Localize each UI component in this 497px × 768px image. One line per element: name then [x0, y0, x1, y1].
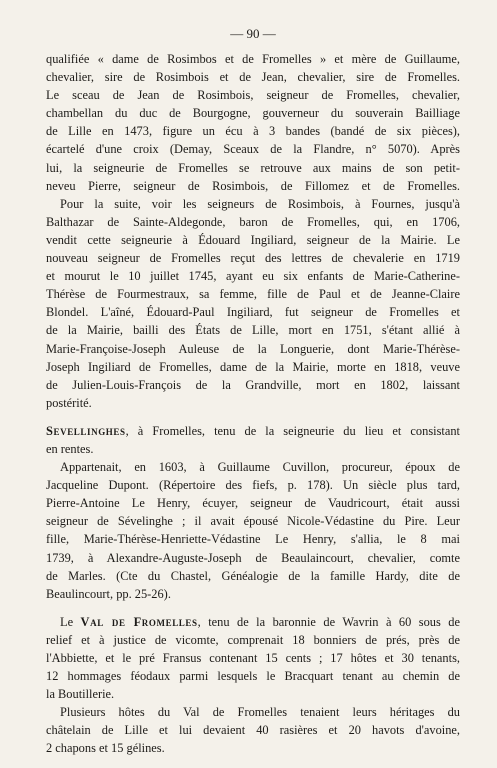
page-number: — 90 —	[230, 26, 276, 41]
text-line: Jacqueline Dupont. (Répertoire des fiefs, p. 178). Un siècle plus tard,	[46, 478, 460, 493]
text-line: 2 chapons et 15 gélines.	[46, 741, 165, 756]
text-line: de Julien-Louis-François de la Grandville, mort en 1802, laissant	[46, 377, 460, 392]
text-line: Marie-Françoise-Joseph Auleuse de la Longuerie, dont Marie-Thérèse-	[46, 341, 460, 356]
text-line: de Marles. (Cte du Chastel, Généalogie de la famille Hardy, dite de	[46, 568, 460, 583]
text-line: nouveau seigneur de Fromelles reçut des lettres de chevalerie en 1719	[46, 251, 460, 266]
text-line: relief et à justice de vicomte, comprenait 18 bonniers de prés, près de	[46, 632, 460, 647]
text-line: Pierre-Antoine Le Henry, écuyer, seigneur de Vaudricourt, était aussi	[46, 496, 460, 511]
text-line: en rentes.	[46, 441, 94, 456]
text-line: lui, la seigneurie de Fromelles se retrouve aux mains de son petit-	[46, 160, 460, 175]
paragraph-cuvillon	[46, 458, 460, 603]
text-line: neveu Pierre, seigneur de Rosimbois, de Fillomez et de Fromelles.	[46, 178, 460, 193]
text-line: Le Val de Fromelles, tenu de la baronnie de Wavrin à 60 sous de	[60, 614, 460, 629]
paragraph-val-hotes	[46, 703, 460, 757]
text-line: Thérèse de Fourmestraux, sa femme, fille de Paul et de Jeanne-Claire	[46, 287, 460, 302]
text-line: la Boutillerie.	[46, 687, 115, 702]
text-line: Le sceau de Jean de Rosimbois, seigneur de Fromelles, chevalier,	[46, 88, 460, 103]
text-line: qualifiée « dame de Rosimbos et de Fromelles » et mère de Guillaume,	[46, 52, 460, 66]
text-line: fille, Marie-Thérèse-Henriette-Védastine Le Henry, s'allia, le 8 mai	[46, 532, 460, 547]
text-line: 1739, à Alexandre-Auguste-Joseph de Beaulaincourt, chevalier, comte	[46, 550, 460, 565]
text-line: 12 hommages féodaux parmi lesquels le Bracquart tenant au chemin de	[46, 669, 460, 684]
text-line: Plusieurs hôtes du Val de Fromelles tenaient leurs héritages du	[60, 705, 460, 720]
text-line: de Lille en 1473, figure un écu à 3 bandes (bandé de six pièces),	[46, 124, 460, 139]
book-page	[46, 26, 460, 758]
text-line: Appartenait, en 1603, à Guillaume Cuvillon, procureur, époux de	[60, 460, 460, 475]
text-line: seigneur de Sévelinghe ; il avait épousé Nicole-Védastine du Pire. Leur	[46, 514, 460, 529]
paragraph-sevellinghes	[46, 422, 460, 458]
paragraph-rosimbois-seal	[46, 50, 460, 195]
text-line: de la Mairie, bailli des États de Lille, mort en 1751, s'étant allié à	[46, 323, 460, 338]
text-line: Beaulincourt, pp. 25-26).	[46, 586, 171, 601]
text-line: chevalier, sire de Rosimbois et de Jean, chevalier, sire de Fromelles.	[46, 70, 460, 85]
text-line: Joseph Ingiliard de Fromelles, dame de la Mairie, morte en 1818, veuve	[46, 359, 460, 374]
text-line: Sevellinghes, à Fromelles, tenu de la seigneurie du lieu et consistant	[46, 423, 460, 438]
body-text	[46, 50, 460, 758]
text-line: et mourut le 10 juillet 1745, ayant eu six enfants de Marie-Catherine-	[46, 269, 460, 284]
paragraph-val-de-fromelles	[46, 613, 460, 703]
text-line: chambellan du duc de Bourgogne, gouverneur du souverain Bailliage	[46, 106, 460, 121]
text-line: l'Abbiette, et le pré Fransus contenant 15 cents ; 17 hôtes et 30 tenants,	[46, 651, 460, 665]
text-line: Balthazar de Sainte-Aldegonde, baron de Fromelles, qui, en 1706,	[46, 214, 460, 229]
text-line: postérité.	[46, 395, 92, 410]
paragraph-ingiliard-lords	[46, 195, 460, 412]
text-line: vendit cette seigneurie à Édouard Ingiliard, seigneur de la Mairie. Le	[46, 232, 460, 247]
text-line: Pour la suite, voir les seigneurs de Rosimbois, à Fournes, jusqu'à	[60, 196, 460, 211]
text-line: écartelé d'une croix (Demay, Sceaux de la Flandre, n° 5070). Après	[46, 142, 460, 157]
fief-name: Sevellinghes	[46, 423, 126, 438]
text-line: châtelain de Lille et lui devaient 40 rasières et 20 havots d'avoine,	[46, 723, 460, 738]
text-line: Blondel. L'aîné, Édouard-Paul Ingiliard, fut seigneur de Fromelles et	[46, 305, 460, 320]
fief-name: Val de Fromelles	[80, 614, 198, 629]
